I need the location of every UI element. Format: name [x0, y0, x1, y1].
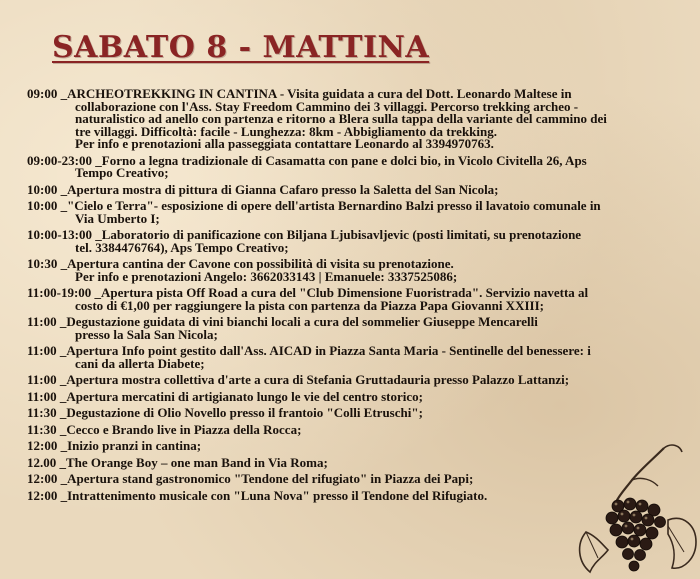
- event-description: _The Orange Boy – one man Band in Via Roma;: [59, 454, 328, 470]
- event-item: [27, 287, 687, 312]
- event-time: 11:30: [27, 421, 57, 437]
- event-time: 12:00: [27, 471, 58, 486]
- event-time: 11:00: [27, 314, 57, 329]
- event-time: 10:30: [27, 256, 58, 271]
- event-description: _Apertura mostra di pittura di Gianna Cafaro presso la Saletta del San Nicola;: [60, 181, 499, 197]
- event-item: [27, 200, 687, 225]
- event-description-continued: presso la Sala San Nicola;: [75, 326, 218, 342]
- event-time: 10:00: [27, 198, 58, 213]
- event-description-continued: Tempo Creativo;: [75, 165, 169, 180]
- event-description: _Inizio pranzi in cantina;: [60, 438, 202, 453]
- event-description-continued: tre villaggi. Difficoltà: facile - Lunghezza: 8km - Abbigliamento da trekking.: [75, 123, 497, 139]
- event-description-continued: Per info e prenotazioni alla passeggiata contattare Leonardo al 3394970763.: [75, 136, 494, 151]
- event-description-continued: collaborazione con l'Ass. Stay Freedom Cammino dei 3 villaggi. Percorso trekking archeo -: [75, 98, 579, 114]
- event-description-continued: Per info e prenotazioni Angelo: 3662033143 | Emanuele: 3337525086;: [75, 268, 458, 284]
- event-item: [27, 152, 687, 180]
- event-description: _"Cielo e Terra"- esposizione di opere dell'artista Bernardino Balzi presso il lavatoio comunale in: [60, 198, 601, 213]
- event-description: _Degustazione di Olio Novello presso il frantoio "Colli Etruschi";: [59, 405, 423, 420]
- event-description-continued: cani da allerta Diabete;: [75, 355, 205, 371]
- event-item: [27, 388, 687, 404]
- event-time: 11:00-19:00: [27, 285, 92, 300]
- event-time: 11:00: [27, 343, 57, 358]
- event-description-continued: costo di €1,00 per raggiungere la pista con partenza da Piazza Papa Giovanni XXIII;: [75, 297, 544, 313]
- event-time: 12:00: [27, 487, 58, 503]
- event-description: _Apertura Info point gestito dall'Ass. AICAD in Piazza Santa Maria - Sentinelle del benessere: i: [59, 343, 591, 358]
- event-time: 11:00: [27, 388, 57, 404]
- event-description: _ARCHEOTREKKING IN CANTINA - Visita guidata a cura del Dott. Leonardo Maltese in: [60, 86, 572, 101]
- event-description-continued: naturalistico ad anello con partenza e ritorno a Blera sulla tappa della variante del cammino dei: [75, 111, 607, 126]
- page-title: SABATO 8 - MATTINA: [52, 30, 430, 65]
- event-description-continued: tel. 3384476764), Aps Tempo Creativo;: [75, 239, 289, 255]
- event-description: _Cecco e Brando live in Piazza della Rocca;: [59, 421, 302, 437]
- event-time: 09:00: [27, 86, 58, 101]
- event-time: 10:00-13:00: [27, 227, 92, 242]
- event-item: [27, 421, 687, 437]
- grapes-icon: [572, 440, 700, 579]
- event-description: _Apertura pista Off Road a cura del "Club Dimensione Fuoristrada". Servizio navetta al: [94, 285, 589, 300]
- event-time: 12:00: [27, 438, 58, 453]
- event-description: _Apertura mercatini di artigianato lungo le vie del centro storico;: [59, 388, 423, 404]
- event-item: [27, 316, 687, 341]
- event-time: 10:00: [27, 181, 58, 197]
- event-description-continued: Via Umberto I;: [75, 210, 160, 226]
- event-item: [27, 181, 687, 197]
- event-item: [27, 88, 687, 151]
- event-time: 09:00-23:00: [27, 152, 92, 168]
- event-time: 11:30: [27, 405, 57, 420]
- event-description: _Apertura cantina der Cavone con possibilità di visita su prenotazione.: [60, 256, 454, 271]
- event-description: _Apertura mostra collettiva d'arte a cura di Stefania Gruttadauria presso Palazzo Lattanzi;: [59, 372, 570, 387]
- event-item: [27, 345, 687, 370]
- event-description: _Laboratorio di panificazione con Biljana Ljubisavljevic (posti limitati, su prenotazione: [95, 227, 582, 242]
- event-description: _Degustazione guidata di vini bianchi locali a cura del sommelier Giuseppe Mencarelli: [59, 314, 538, 329]
- event-item: [27, 229, 687, 254]
- event-item: [27, 258, 687, 283]
- event-time: 12.00: [27, 454, 57, 470]
- event-description: _Apertura stand gastronomico "Tendone del rifugiato" in Piazza dei Papi;: [60, 471, 474, 486]
- event-description: _Intrattenimento musicale con "Luna Nova" presso il Tendone del Rifugiato.: [60, 487, 488, 503]
- event-item: [27, 407, 687, 420]
- event-time: 11:00: [27, 372, 57, 387]
- event-item: [27, 374, 687, 387]
- event-description: _Forno a legna tradizionale di Casamatta con pane e dolci bio, in Vicolo Civitella 26, Aps: [95, 152, 587, 168]
